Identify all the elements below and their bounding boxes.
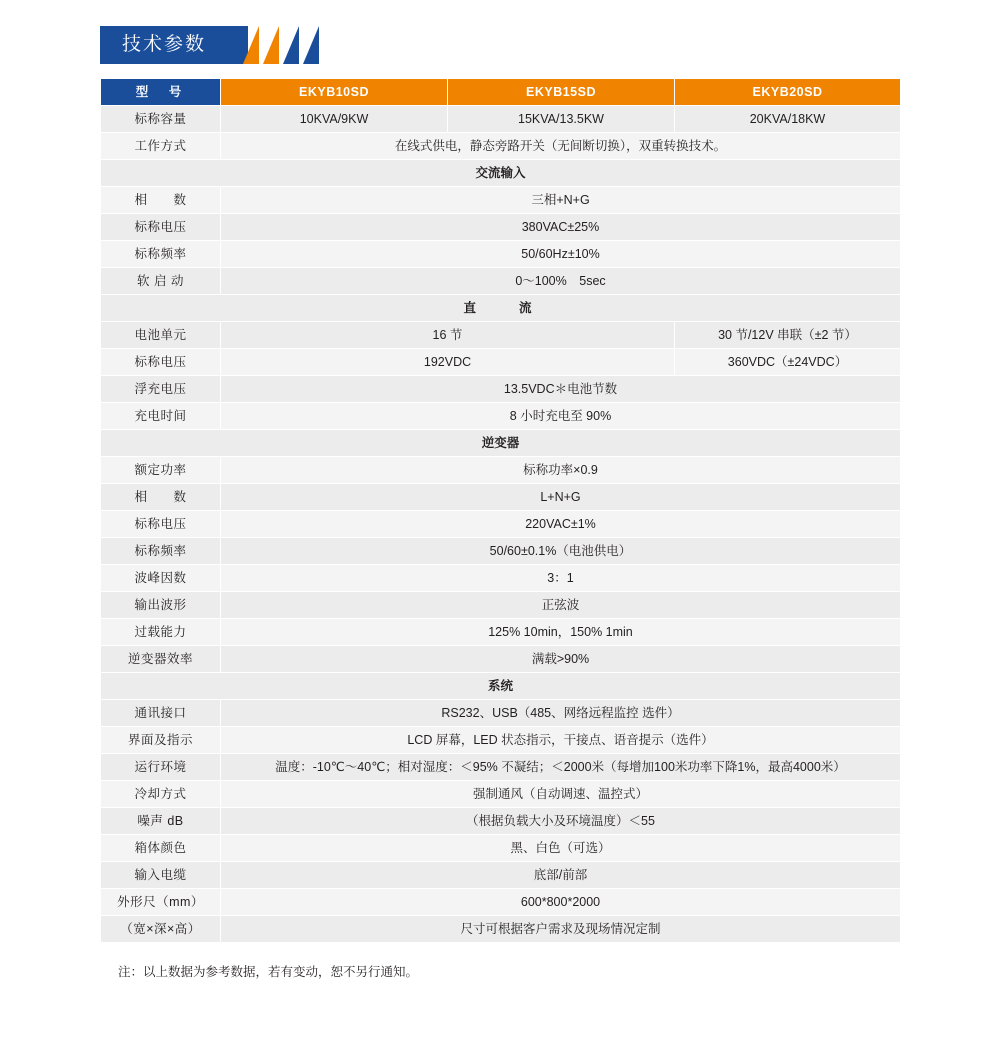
table-row [101, 241, 901, 268]
table-row [101, 538, 901, 565]
header-cell-model-label: 型 号 [101, 79, 221, 106]
specifications-table [100, 78, 901, 943]
row-value-cell-3: 20KVA/18KW [675, 106, 901, 133]
row-label-cell: 标称频率 [101, 241, 221, 268]
table-row [101, 430, 901, 457]
banner-slash-blue-2 [303, 26, 319, 64]
row-label-cell: 输入电缆 [101, 862, 221, 889]
row-value-cell: 380VAC±25% [221, 214, 901, 241]
row-label-cell: 相 数 [101, 187, 221, 214]
table-row [101, 700, 901, 727]
table-row [101, 889, 901, 916]
row-value-cell: 13.5VDC＊电池节数 [221, 376, 901, 403]
banner-slash-orange-2 [263, 26, 279, 64]
section-header-cell: 交流输入 [101, 160, 901, 187]
row-label-cell: 工作方式 [101, 133, 221, 160]
table-row [101, 511, 901, 538]
page-title: 技术参数 [122, 34, 207, 55]
row-value-cell: 0～100% 5sec [221, 268, 901, 295]
row-label-cell: 运行环境 [101, 754, 221, 781]
row-value-cell-right: 30 节/12V 串联（±2 节） [675, 322, 901, 349]
header-cell-model-c: EKYB20SD [675, 79, 901, 106]
row-value-cell-left: 16 节 [221, 322, 675, 349]
row-value-cell: 50/60±0.1%（电池供电） [221, 538, 901, 565]
row-label-cell: 标称电压 [101, 214, 221, 241]
table-row [101, 268, 901, 295]
row-label-cell: 标称容量 [101, 106, 221, 133]
row-value-cell: 强制通风（自动调速、温控式） [221, 781, 901, 808]
row-label-cell: 外形尺（mm） [101, 889, 221, 916]
row-label-cell: 电池单元 [101, 322, 221, 349]
row-value-cell: 600*800*2000 [221, 889, 901, 916]
row-label-cell: 噪声 dB [101, 808, 221, 835]
header-cell-model-a: EKYB10SD [221, 79, 448, 106]
table-row [101, 862, 901, 889]
footnote: 注：以上数据为参考数据，若有变动，恕不另行通知。 [118, 965, 419, 979]
table-row [101, 133, 901, 160]
table-row [101, 781, 901, 808]
table-row [101, 916, 901, 943]
table-row [101, 106, 901, 133]
table-row [101, 835, 901, 862]
row-value-cell: （根据负载大小及环境温度）＜55 [221, 808, 901, 835]
row-value-cell: 黑、白色（可选） [221, 835, 901, 862]
row-label-cell: 输出波形 [101, 592, 221, 619]
row-label-cell: 箱体颜色 [101, 835, 221, 862]
row-label-cell: 浮充电压 [101, 376, 221, 403]
table-row [101, 484, 901, 511]
table-row [101, 322, 901, 349]
row-value-cell: 3：1 [221, 565, 901, 592]
row-value-cell: 50/60Hz±10% [221, 241, 901, 268]
table-row [101, 592, 901, 619]
table-row [101, 646, 901, 673]
row-value-cell-left: 192VDC [221, 349, 675, 376]
row-value-cell: 温度：-10℃～40℃；相对湿度：＜95% 不凝结；＜2000米（每增加100米功率下降1%，最高4000米） [221, 754, 901, 781]
row-value-cell: 三相+N+G [221, 187, 901, 214]
table-row [101, 160, 901, 187]
section-header-cell: 直 流 [101, 295, 901, 322]
table-row [101, 376, 901, 403]
table-row [101, 727, 901, 754]
row-label-cell: 标称电压 [101, 511, 221, 538]
row-value-cell: 底部/前部 [221, 862, 901, 889]
row-value-cell: 8 小时充电至 90% [221, 403, 901, 430]
row-label-cell: 波峰因数 [101, 565, 221, 592]
row-value-cell: 在线式供电，静态旁路开关（无间断切换），双重转换技术。 [221, 133, 901, 160]
row-value-cell: L+N+G [221, 484, 901, 511]
section-header-cell: 逆变器 [101, 430, 901, 457]
row-value-cell: 220VAC±1% [221, 511, 901, 538]
table-row [101, 457, 901, 484]
row-label-cell: 冷却方式 [101, 781, 221, 808]
header-cell-model-b: EKYB15SD [448, 79, 675, 106]
section-header-cell: 系统 [101, 673, 901, 700]
table-row [101, 565, 901, 592]
row-label-cell: 相 数 [101, 484, 221, 511]
row-value-cell: LCD 屏幕，LED 状态指示，干接点、语音提示（选件） [221, 727, 901, 754]
row-value-cell: 125% 10min，150% 1min [221, 619, 901, 646]
row-label-cell: 标称电压 [101, 349, 221, 376]
table-row [101, 808, 901, 835]
section-banner [100, 26, 330, 64]
row-value-cell: 满载>90% [221, 646, 901, 673]
table-row [101, 619, 901, 646]
row-label-cell: 软 启 动 [101, 268, 221, 295]
table-row [101, 187, 901, 214]
row-value-cell: 尺寸可根据客户需求及现场情况定制 [221, 916, 901, 943]
banner-slash-blue-1 [283, 26, 299, 64]
row-label-cell: 充电时间 [101, 403, 221, 430]
table-row [101, 214, 901, 241]
row-label-cell: （宽×深×高） [101, 916, 221, 943]
table-row [101, 295, 901, 322]
row-label-cell: 额定功率 [101, 457, 221, 484]
table-row [101, 754, 901, 781]
row-label-cell: 通讯接口 [101, 700, 221, 727]
row-value-cell-right: 360VDC（±24VDC） [675, 349, 901, 376]
row-label-cell: 界面及指示 [101, 727, 221, 754]
row-label-cell: 过载能力 [101, 619, 221, 646]
row-value-cell: 正弦波 [221, 592, 901, 619]
table-row [101, 349, 901, 376]
banner-slash-orange-1 [243, 26, 259, 64]
row-value-cell: RS232、USB（485、网络远程监控 选件） [221, 700, 901, 727]
table-body [101, 79, 901, 943]
row-label-cell: 标称频率 [101, 538, 221, 565]
row-value-cell-1: 10KVA/9KW [221, 106, 448, 133]
table-row [101, 403, 901, 430]
table-row [101, 673, 901, 700]
table-header-row [101, 79, 901, 106]
row-label-cell: 逆变器效率 [101, 646, 221, 673]
row-value-cell-2: 15KVA/13.5KW [448, 106, 675, 133]
row-value-cell: 标称功率×0.9 [221, 457, 901, 484]
